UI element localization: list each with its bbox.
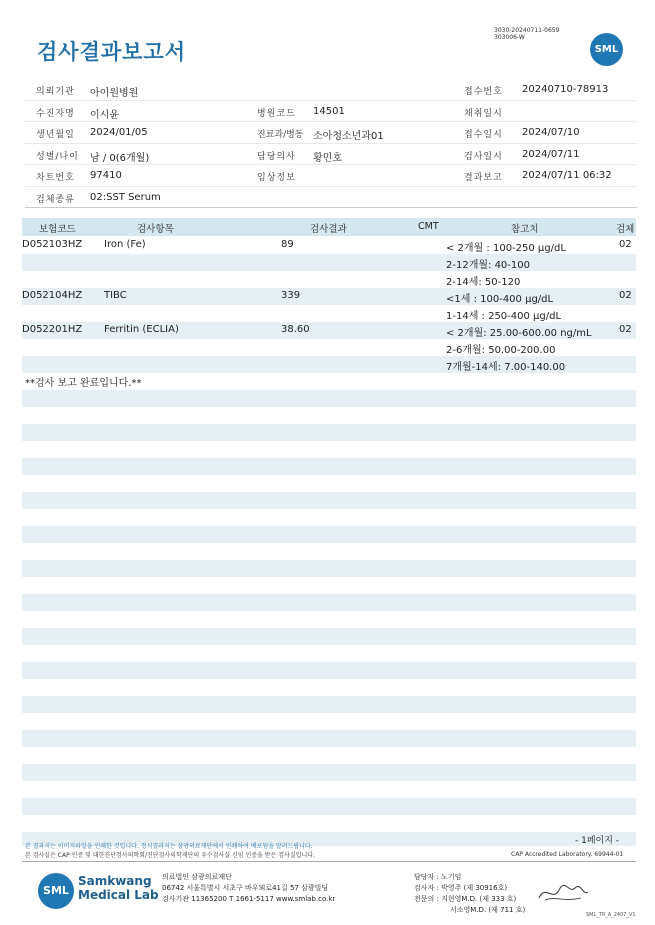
report-date-value: 2024/07/11 06:32 xyxy=(522,170,612,181)
table-stripe xyxy=(22,696,636,713)
patient-label: 수진자명 xyxy=(36,108,75,119)
row-item: Ferritin (ECLIA) xyxy=(104,324,179,335)
signature-mark xyxy=(535,880,590,906)
receipt-no-value: 20240710-78913 xyxy=(522,84,609,95)
patient-value: 이시윤 xyxy=(90,109,119,121)
info-row xyxy=(25,122,637,144)
table-stripe xyxy=(22,458,636,475)
row-reference: 2-12개월: 40-100 xyxy=(446,260,530,271)
report-code: 3030-20240711-0659 303006-W xyxy=(494,27,560,41)
row-result: 89 xyxy=(281,239,294,250)
table-stripe xyxy=(22,526,636,543)
table-stripe xyxy=(22,424,636,441)
info-row xyxy=(25,144,637,166)
collect-date-label: 채취일시 xyxy=(464,108,503,119)
sex-age-value: 남 / 0(6개월) xyxy=(90,152,150,164)
row-reference: 2-6개월: 50.00-200.00 xyxy=(446,345,556,356)
hosp-code-label: 병원코드 xyxy=(257,108,296,119)
row-specimen: 02 xyxy=(619,239,632,250)
receipt-date-label: 접수일시 xyxy=(464,130,503,140)
row-code: D052104HZ xyxy=(22,290,83,301)
test-date-label: 검사일시 xyxy=(464,151,503,162)
info-row xyxy=(25,79,637,101)
print-notice: 본 결과지는 이미지파일을 인쇄한 것입니다. 정식결과지는 삼광의료재단에서 인쇄하여 배포됨을 알려드립니다. xyxy=(25,843,313,850)
test-date-value: 2024/07/11 xyxy=(522,148,580,160)
receipt-no-label: 접수번호 xyxy=(464,87,503,97)
table-stripe xyxy=(22,390,636,407)
receipt-date-value: 2024/07/10 xyxy=(522,127,580,138)
row-result: 339 xyxy=(281,290,301,301)
header-reference: 참고치 xyxy=(511,224,539,235)
header-item: 검사항목 xyxy=(137,224,174,235)
certification-notice: 본 검사실은 CAP 인증 및 대한진단검사의학회/진단검사의학재단의 우수검사실 신임 인증을 받은 검사실입니다. xyxy=(25,852,315,859)
clinical-label: 임상정보 xyxy=(257,173,296,183)
hospital-label: 의뢰기관 xyxy=(36,87,75,97)
table-stripe xyxy=(22,628,636,645)
table-stripe xyxy=(22,662,636,679)
page-number: - 1페이지 - xyxy=(575,836,620,846)
header-cmt: CMT xyxy=(418,221,439,232)
table-stripe xyxy=(22,764,636,781)
table-stripe xyxy=(22,560,636,577)
doctor-label: 담당의사 xyxy=(257,151,296,162)
sml-footer-logo: SML xyxy=(38,873,74,909)
row-code: D052201HZ xyxy=(22,324,83,335)
specimen-value: 02:SST Serum xyxy=(90,191,161,203)
footer-divider xyxy=(22,861,636,862)
info-row xyxy=(25,101,637,123)
table-stripe xyxy=(22,594,636,611)
header-code: 보험코드 xyxy=(39,224,76,235)
doctor-value: 황민호 xyxy=(313,152,342,164)
chart-no-value: 97410 xyxy=(90,170,122,181)
sex-age-label: 성별/나이 xyxy=(36,151,79,162)
dept-label: 진료과/병동 xyxy=(257,130,304,140)
footer-staff: 담당자 : 노기임 검사자 : 박영주 (제 30916호) 전문의 : 지현영M.D. (제 333 호) 서소영M.D. (제 711 호) xyxy=(414,873,526,914)
info-row xyxy=(25,165,637,187)
hosp-code-value: 14501 xyxy=(313,105,345,117)
row-reference: <1세 : 100-400 μg/dL xyxy=(446,294,554,305)
dept-value: 소아청소년과01 xyxy=(313,131,384,142)
brand-name: Samkwang Medical Lab xyxy=(78,874,159,902)
row-item: TIBC xyxy=(104,290,127,301)
row-result: 38.60 xyxy=(281,324,310,335)
report-complete-note: **검사 보고 완료입니다.** xyxy=(25,378,142,389)
row-reference: 7개월-14세: 7.00-140.00 xyxy=(446,362,566,373)
row-specimen: 02 xyxy=(619,290,632,301)
row-reference: < 2개월: 25.00-600.00 ng/mL xyxy=(446,328,592,339)
table-stripe xyxy=(22,730,636,747)
patient-info-block xyxy=(25,79,637,208)
results-table-header xyxy=(22,218,636,236)
report-date-label: 결과보고 xyxy=(464,173,503,183)
row-specimen: 02 xyxy=(619,324,632,335)
row-reference: < 2개월 : 100-250 μg/dL xyxy=(446,243,566,254)
header-result: 검사결과 xyxy=(310,224,347,235)
row-item: Iron (Fe) xyxy=(104,239,146,250)
table-stripe xyxy=(22,798,636,815)
header-specimen: 검체 xyxy=(616,224,635,235)
cap-accreditation: CAP Accredited Laboratory. 69944-01 xyxy=(511,851,624,858)
specimen-label: 검체종류 xyxy=(36,194,75,205)
hospital-value: 아이원병원 xyxy=(90,88,139,99)
chart-no-label: 차트번호 xyxy=(36,173,75,183)
row-code: D052103HZ xyxy=(22,239,83,250)
footer-address: 의료법인 삼광의료재단 06742 서울특별시 서초구 바우뫼로41길 57 삼광빌딩 검사기관 11365200 T 1661-5117 www.smlab.co.kr xyxy=(162,873,336,903)
row-reference: 1-14세 : 250-400 μg/dL xyxy=(446,311,562,322)
sml-logo: SML xyxy=(590,33,623,66)
form-version: SML_TR_A_2407_V1 xyxy=(586,912,636,918)
info-row xyxy=(25,187,637,209)
birth-value: 2024/01/05 xyxy=(90,127,148,138)
table-stripe xyxy=(22,492,636,509)
row-reference: 2-14세: 50-120 xyxy=(446,277,521,288)
birth-label: 생년월일 xyxy=(36,130,75,140)
page-title: 검사결과보고서 xyxy=(37,40,187,64)
table-stripe xyxy=(22,254,636,271)
